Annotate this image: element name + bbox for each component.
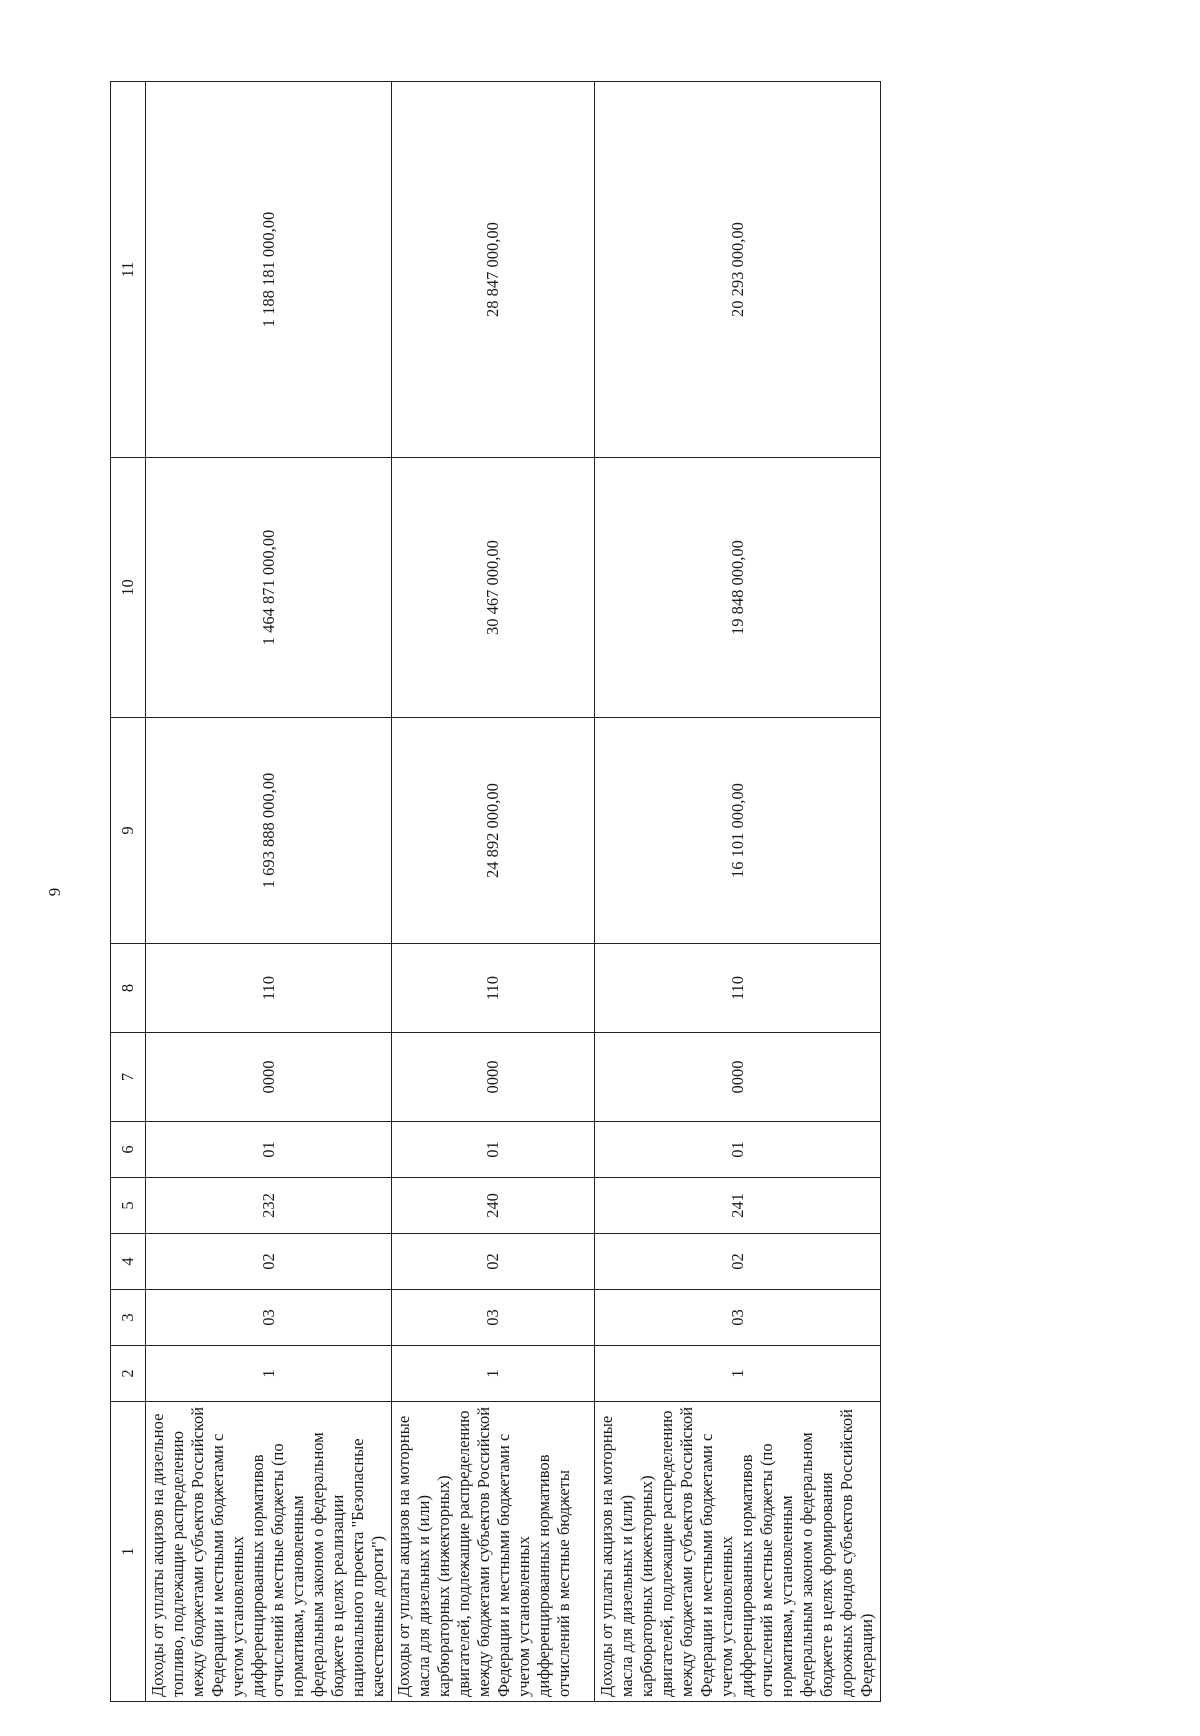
rotated-page-content <box>110 82 876 1702</box>
table-cell: 01 <box>595 1122 881 1178</box>
table-cell: 232 <box>146 1178 392 1234</box>
column-header: 6 <box>111 1122 146 1178</box>
table-row <box>146 82 392 1702</box>
table-row <box>595 82 881 1702</box>
amount-cell: 28 847 000,00 <box>392 82 595 458</box>
column-header: 7 <box>111 1033 146 1122</box>
column-header: 2 <box>111 1346 146 1402</box>
table-cell: 01 <box>146 1122 392 1178</box>
table-cell: 1 <box>392 1346 595 1402</box>
table-cell: 240 <box>392 1178 595 1234</box>
table-cell: 1 <box>595 1346 881 1402</box>
page-number: 9 <box>45 887 64 897</box>
amount-cell: 19 848 000,00 <box>595 458 881 718</box>
table-cell: 110 <box>146 944 392 1033</box>
amount-cell: 24 892 000,00 <box>392 718 595 944</box>
table-cell: 02 <box>146 1234 392 1290</box>
table-cell: 110 <box>392 944 595 1033</box>
table-cell: 01 <box>392 1122 595 1178</box>
table-cell: 110 <box>595 944 881 1033</box>
amount-cell: 20 293 000,00 <box>595 82 881 458</box>
table-cell: 03 <box>595 1290 881 1346</box>
header-row <box>111 82 146 1702</box>
column-header: 1 <box>111 1402 146 1702</box>
amount-cell: 1 693 888 000,00 <box>146 718 392 944</box>
row-description: Доходы от уплаты акцизов на моторные масла для дизельных и (или) карбюраторных (инжекторных) двигателей, подлежащие распределению между бюджетами субъектов Российской Федерации и местными бюджетами с учетом установленных дифференцированных нормативов отчислений в местные бюджеты (по нормативам, установленным федеральным законом о федеральном бюджете в целях формирования дорожных фондов субъектов Российской Федерации) <box>595 1402 881 1702</box>
column-header: 9 <box>111 718 146 944</box>
row-description: Доходы от уплаты акцизов на моторные масла для дизельных и (или) карбюраторных (инжекторных) двигателей, подлежащие распределению между бюджетами субъектов Российской Федерации и местными бюджетами с учетом установленных дифференцированных нормативов отчислений в местные бюджеты <box>392 1402 595 1702</box>
table-cell: 02 <box>392 1234 595 1290</box>
table-row <box>392 82 595 1702</box>
table-cell: 02 <box>595 1234 881 1290</box>
column-header: 11 <box>111 82 146 458</box>
budget-revenue-table <box>110 81 881 1702</box>
amount-cell: 30 467 000,00 <box>392 458 595 718</box>
amount-cell: 1 464 871 000,00 <box>146 458 392 718</box>
table-cell: 1 <box>146 1346 392 1402</box>
column-header: 10 <box>111 458 146 718</box>
table-cell: 0000 <box>146 1033 392 1122</box>
table-cell: 03 <box>146 1290 392 1346</box>
column-header: 8 <box>111 944 146 1033</box>
table-cell: 03 <box>392 1290 595 1346</box>
column-header: 5 <box>111 1178 146 1234</box>
amount-cell: 16 101 000,00 <box>595 718 881 944</box>
column-header: 4 <box>111 1234 146 1290</box>
row-description: Доходы от уплаты акцизов на дизельное топливо, подлежащие распределению между бюджетами субъектов Российской Федерации и местными бюджетами с учетом установленных дифференцированных нормативов отчислений в местные бюджеты (по нормативам, установленным федеральным законом о федеральном бюджете в целях реализации национального проекта "Безопасные качественные дороги") <box>146 1402 392 1702</box>
table-cell: 0000 <box>392 1033 595 1122</box>
column-header: 3 <box>111 1290 146 1346</box>
table-cell: 241 <box>595 1178 881 1234</box>
table-cell: 0000 <box>595 1033 881 1122</box>
amount-cell: 1 188 181 000,00 <box>146 82 392 458</box>
